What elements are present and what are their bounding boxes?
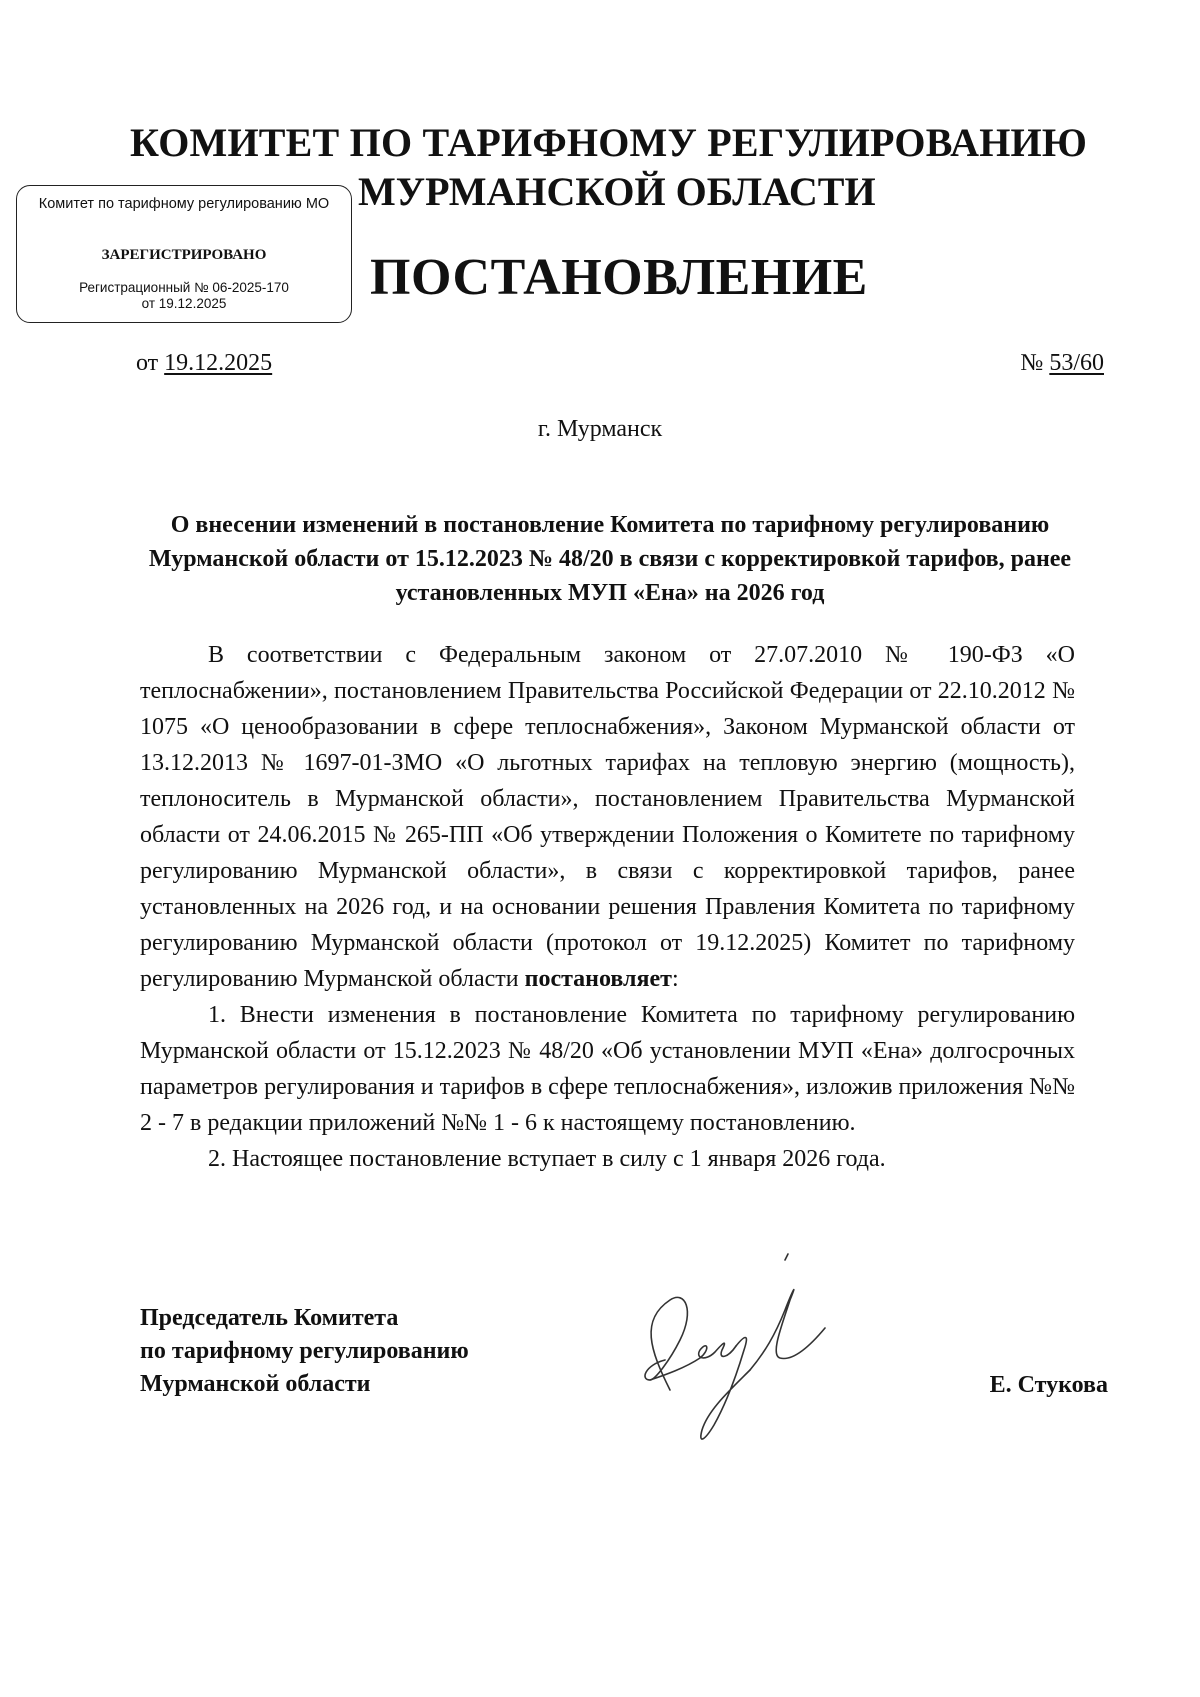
document-type-title: ПОСТАНОВЛЕНИЕ <box>370 249 868 306</box>
registration-stamp <box>16 185 352 323</box>
organization-title-line2: МУРМАНСКОЙ ОБЛАСТИ <box>358 169 876 214</box>
item-1: 1. Внести изменения в постановление Комитета по тарифному регулированию Мурманской области от 15.12.2023 № 48/20 «Об установлении МУП «Ена» долгосрочных параметров регулирования и тарифов в сфере теплоснабжения», изложив приложения №№ 2 - 7 в редакции приложений №№ 1 - 6 к настоящему постановлению. <box>140 1002 1075 1136</box>
document-subject: О внесении изменений в постановление Комитета по тарифному регулированию Мурманской области от 15.12.2023 № 48/20 в связи с корректировкой тарифов, ранее установленных МУП «Ена» на 2026 год <box>148 512 1072 606</box>
date-value: 19.12.2025 <box>164 350 273 376</box>
organization-title-line1: КОМИТЕТ ПО ТАРИФНОМУ РЕГУЛИРОВАНИЮ <box>130 120 1088 165</box>
number-prefix: № <box>1020 350 1044 376</box>
city: г. Мурманск <box>537 416 663 442</box>
document-number <box>1020 348 1104 378</box>
signer-position-line3: Мурманской области <box>140 1371 371 1397</box>
signer-position-line1: Председатель Комитета <box>140 1305 399 1331</box>
preamble-text: В соответствии с Федеральным законом от 27.07.2010 № 190-ФЗ «О теплоснабжении», постановлением Правительства Российской Федерации от 22.10.2012 № 1075 «О ценообразовании в сфере теплоснабжения», Законом Мурманской области от 13.12.2013 № 1697-01-ЗМО «О льготных тарифах на тепловую энергию (мощность), теплоноситель в Мурманской области», постановлением Правительства Мурманской области от 24.06.2015 № 265-ПП «Об утверждении Положения о Комитете по тарифному регулированию Мурманской области», в связи с корректировкой тарифов, ранее установленных на 2026 год, и на основании решения Правления Комитета по тарифному регулированию Мурманской области (протокол от 19.12.2025) Комитет по тарифному регулированию Мурманской области <box>140 642 1075 992</box>
preamble-paragraph <box>140 637 1075 997</box>
stamp-organization: Комитет по тарифному регулированию МО <box>38 196 330 212</box>
document-date <box>136 348 272 378</box>
resolves-suffix: : <box>671 966 679 992</box>
stamp-registration <box>17 280 351 312</box>
handwritten-signature <box>610 1240 850 1460</box>
signer-name: Е. Стукова <box>989 1372 1108 1398</box>
item-2: 2. Настоящее постановление вступает в силу с 1 января 2026 года. <box>208 1146 886 1172</box>
stamp-status: ЗАРЕГИСТРИРОВАНО <box>101 247 267 263</box>
signer-position-line2: по тарифному регулированию <box>140 1338 469 1364</box>
stamp-reg-number: Регистрационный № 06-2025-170 <box>79 280 289 295</box>
resolves-word: постановляет <box>524 966 672 992</box>
document-body <box>140 637 1075 1177</box>
signer-position <box>140 1302 469 1401</box>
number-value: 53/60 <box>1049 350 1104 376</box>
date-prefix: от <box>136 350 159 376</box>
stamp-reg-date: от 19.12.2025 <box>141 296 227 311</box>
